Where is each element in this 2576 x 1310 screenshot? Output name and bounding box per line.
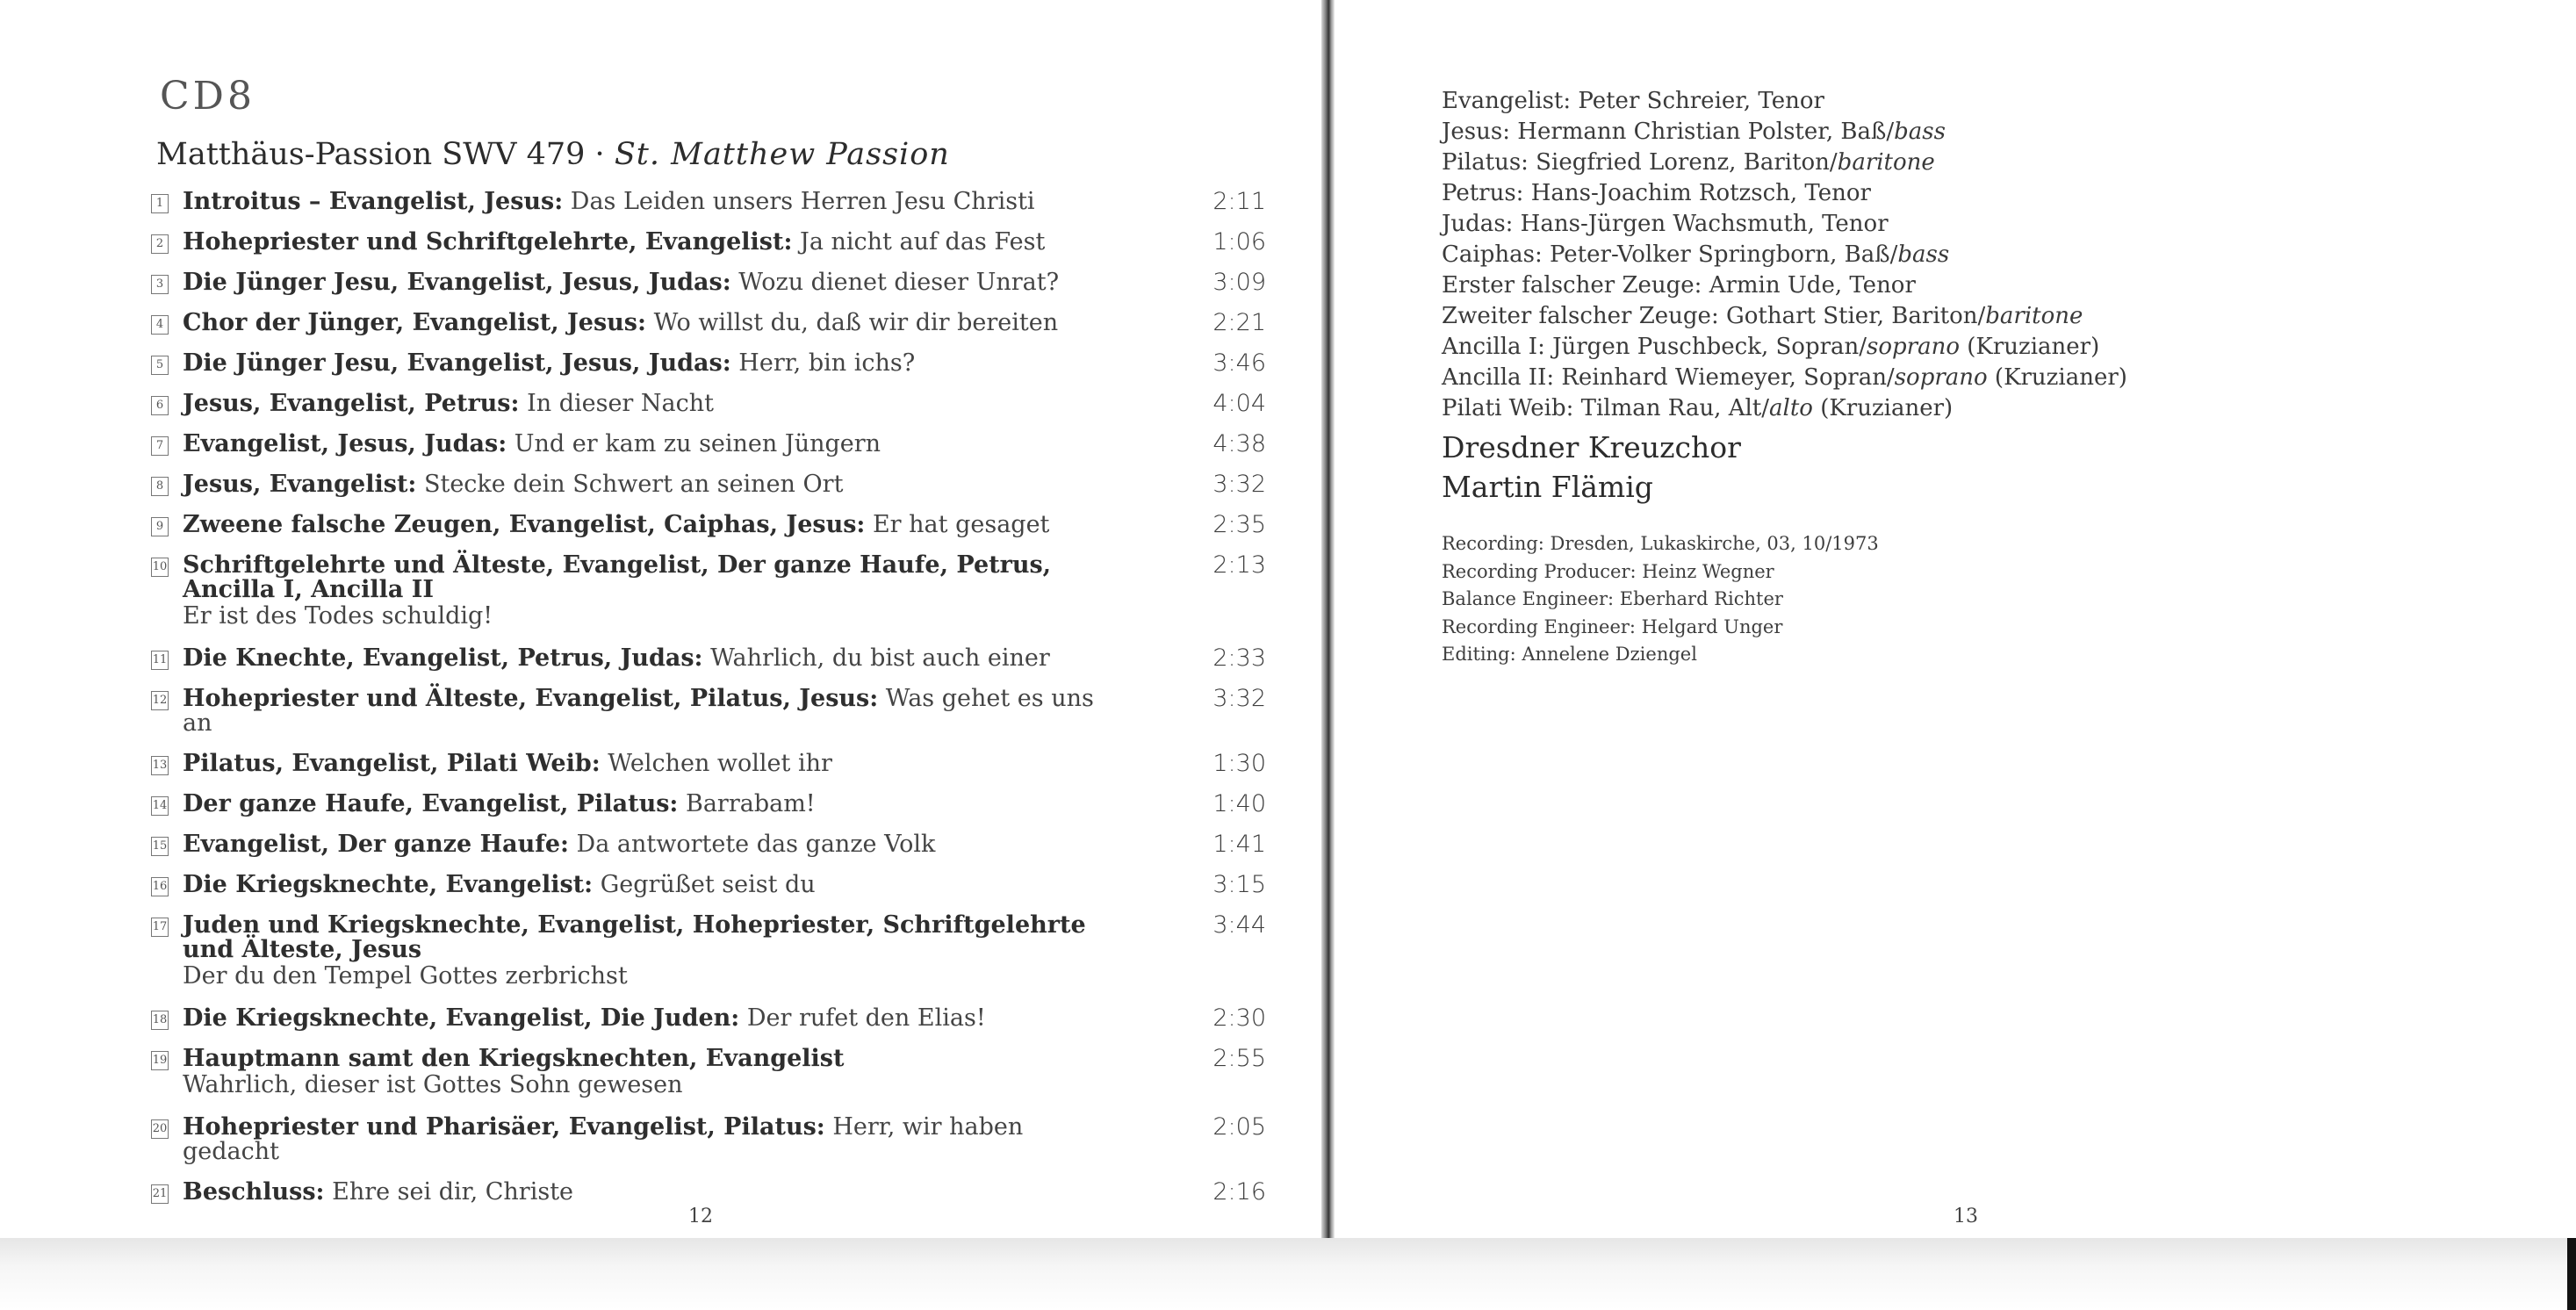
right-page xyxy=(1335,0,2576,1238)
cast-voice-english: soprano xyxy=(1894,364,1988,391)
cast-role-name: Ancilla I: Jürgen Puschbeck, Sopran/ xyxy=(1442,334,1867,360)
track-parts: Die Jünger Jesu, Evangelist, Jesus, Judas: xyxy=(183,349,731,377)
track-item xyxy=(151,432,1266,457)
track-parts: Evangelist, Jesus, Judas: xyxy=(183,430,507,457)
track-parts: Beschluss: xyxy=(183,1178,325,1206)
track-number: 20 xyxy=(151,1119,169,1139)
cast-role-name: Pilatus: Siegfried Lorenz, Bariton/ xyxy=(1442,149,1838,176)
track-title xyxy=(183,1047,1126,1071)
track-text: Er hat gesaget xyxy=(865,511,1050,538)
track-subtitle: Der du den Tempel Gottes zerbrichst xyxy=(183,962,628,990)
track-number: 14 xyxy=(151,796,169,816)
cast-member xyxy=(1442,240,2127,270)
cast-role-name: Zweiter falscher Zeuge: Gothart Stier, Bariton/ xyxy=(1442,303,1986,329)
track-duration: 1:40 xyxy=(1212,790,1266,817)
track-text: Was gehet es uns an xyxy=(183,685,1094,737)
cd-label: CD8 xyxy=(160,74,255,119)
track-title xyxy=(183,392,1126,416)
cast-voice-english: alto xyxy=(1769,395,1813,421)
track-title xyxy=(183,472,1126,497)
track-text: Da antwortete das ganze Volk xyxy=(568,831,936,858)
track-title xyxy=(183,832,1126,857)
track-title xyxy=(183,913,1126,962)
cast-role-name: Pilati Weib: Tilman Rau, Alt/ xyxy=(1442,395,1770,421)
cast-list xyxy=(1442,86,2127,424)
cast-member xyxy=(1442,117,2127,148)
cast-role-name: Erster falscher Zeuge: Armin Ude, Tenor xyxy=(1442,272,1916,299)
track-parts: Hohepriester und Schriftgelehrte, Evangelist: xyxy=(183,228,793,256)
track-duration: 2:13 xyxy=(1212,551,1266,579)
cast-member xyxy=(1442,209,2127,240)
track-item xyxy=(151,1180,1266,1205)
performers-list xyxy=(1442,428,1741,507)
track-duration: 2:35 xyxy=(1212,511,1266,538)
cast-note: (Kruzianer) xyxy=(1812,395,1954,421)
track-number: 5 xyxy=(151,356,169,375)
cast-role-name: Caiphas: Peter-Volker Springborn, Baß/ xyxy=(1442,241,1898,268)
track-title xyxy=(183,190,1126,214)
credit-line: Recording Producer: Heinz Wegner xyxy=(1442,560,1774,582)
page-number: 13 xyxy=(1954,1206,1978,1227)
cast-role-name: Evangelist: Peter Schreier, Tenor xyxy=(1442,88,1824,114)
track-item xyxy=(151,351,1266,376)
track-duration: 2:30 xyxy=(1212,1004,1266,1032)
track-parts: Jesus, Evangelist, Petrus: xyxy=(183,390,520,417)
track-title xyxy=(183,752,1126,776)
track-parts: Der ganze Haufe, Evangelist, Pilatus: xyxy=(183,790,679,817)
track-item xyxy=(151,832,1266,857)
track-parts: Hohepriester und Pharisäer, Evangelist, Pilatus: xyxy=(183,1113,825,1141)
track-duration: 3:09 xyxy=(1212,269,1266,296)
track-duration: 2:16 xyxy=(1212,1178,1266,1206)
track-parts: Evangelist, Der ganze Haufe: xyxy=(183,831,569,858)
track-title xyxy=(183,553,1126,602)
track-number: 2 xyxy=(151,234,169,254)
cast-voice-english: soprano xyxy=(1867,334,1961,360)
track-title xyxy=(183,311,1126,335)
track-item xyxy=(151,1047,1266,1099)
page-number: 12 xyxy=(688,1206,713,1227)
scan-edge xyxy=(2567,1238,2576,1310)
track-parts: Jesus, Evangelist: xyxy=(183,471,417,498)
track-subtitle: Wahrlich, dieser ist Gottes Sohn gewesen xyxy=(183,1071,683,1098)
track-title xyxy=(183,792,1126,817)
track-number: 11 xyxy=(151,651,169,670)
track-title xyxy=(183,873,1126,897)
track-number: 15 xyxy=(151,837,169,856)
track-text: Wozu dienet dieser Unrat? xyxy=(730,269,1060,296)
track-text: Barrabam! xyxy=(678,790,816,817)
track-item xyxy=(151,230,1266,255)
cast-note: (Kruzianer) xyxy=(1987,364,2127,391)
track-duration: 2:05 xyxy=(1212,1113,1266,1141)
track-title xyxy=(183,646,1126,671)
track-title xyxy=(183,351,1126,376)
cast-member xyxy=(1442,148,2127,178)
scan-shadow xyxy=(0,1238,2576,1310)
track-parts: Juden und Kriegsknechte, Evangelist, Hohepriester, Schriftgelehrte und Älteste, Jesus xyxy=(183,911,1086,963)
track-text: Und er kam zu seinen Jüngern xyxy=(507,430,881,457)
track-number: 6 xyxy=(151,396,169,415)
track-number: 10 xyxy=(151,558,169,577)
cast-voice-english: baritone xyxy=(1985,303,2083,329)
cast-role-name: Jesus: Hermann Christian Polster, Baß/ xyxy=(1442,119,1895,145)
track-title xyxy=(183,230,1126,255)
track-item xyxy=(151,1006,1266,1031)
track-item xyxy=(151,687,1266,736)
cast-member xyxy=(1442,301,2127,332)
track-duration: 1:41 xyxy=(1212,831,1266,858)
track-number: 12 xyxy=(151,691,169,710)
track-item xyxy=(151,392,1266,416)
performer-name: Martin Flämig xyxy=(1442,470,1653,504)
track-parts: Chor der Jünger, Evangelist, Jesus: xyxy=(183,309,646,336)
cast-voice-english: bass xyxy=(1897,241,1950,268)
cast-role-name: Ancilla II: Reinhard Wiemeyer, Sopran/ xyxy=(1442,364,1895,391)
cast-role-name: Petrus: Hans-Joachim Rotzsch, Tenor xyxy=(1442,180,1871,206)
track-text: Herr, wir haben gedacht xyxy=(183,1113,1024,1165)
track-duration: 2:11 xyxy=(1212,188,1266,215)
track-text: Wo willst du, daß wir dir bereiten xyxy=(645,309,1059,336)
track-number: 9 xyxy=(151,517,169,536)
track-number: 16 xyxy=(151,877,169,896)
track-text: Gegrüßet seist du xyxy=(593,871,816,898)
track-duration: 4:04 xyxy=(1212,390,1266,417)
track-title xyxy=(183,687,1126,736)
book-spine xyxy=(1321,0,1335,1238)
credit-line: Recording Engineer: Helgard Unger xyxy=(1442,615,1783,637)
track-item xyxy=(151,1115,1266,1164)
track-text: Welchen wollet ihr xyxy=(600,750,832,777)
track-subtitle: Er ist des Todes schuldig! xyxy=(183,602,493,630)
track-text: Ja nicht auf das Fest xyxy=(792,228,1046,256)
cast-member xyxy=(1442,332,2127,363)
track-duration: 2:33 xyxy=(1212,644,1266,672)
track-list xyxy=(151,190,1266,1220)
track-duration: 3:15 xyxy=(1212,871,1266,898)
track-parts: Hauptmann samt den Kriegsknechten, Evangelist xyxy=(183,1045,845,1072)
track-item xyxy=(151,311,1266,335)
track-item xyxy=(151,472,1266,497)
track-title xyxy=(183,1115,1126,1164)
track-parts: Schriftgelehrte und Älteste, Evangelist, Der ganze Haufe, Petrus, Ancilla I, Ancilla II xyxy=(183,551,1052,603)
track-number: 19 xyxy=(151,1051,169,1070)
performer-name: Dresdner Kreuzchor xyxy=(1442,430,1741,464)
track-item xyxy=(151,190,1266,214)
track-number: 21 xyxy=(151,1184,169,1204)
track-title xyxy=(183,1006,1126,1031)
track-title xyxy=(183,1180,1126,1205)
credit-line: Editing: Annelene Dziengel xyxy=(1442,644,1697,665)
cast-role-name: Judas: Hans-Jürgen Wachsmuth, Tenor xyxy=(1442,211,1889,237)
track-number: 18 xyxy=(151,1011,169,1030)
track-text: Das Leiden unsers Herren Jesu Christi xyxy=(563,188,1035,215)
credit-line: Balance Engineer: Eberhard Richter xyxy=(1442,588,1783,609)
credit-line: Recording: Dresden, Lukaskirche, 03, 10/1973 xyxy=(1442,533,1879,554)
track-parts: Die Kriegsknechte, Evangelist: xyxy=(183,871,594,898)
cast-member xyxy=(1442,86,2127,117)
work-title-english: St. Matthew Passion xyxy=(614,137,950,172)
track-duration: 2:21 xyxy=(1212,309,1266,336)
track-text: Stecke dein Schwert an seinen Ort xyxy=(416,471,844,498)
track-duration: 1:06 xyxy=(1212,228,1266,256)
recording-credits xyxy=(1442,530,1879,669)
cast-note: (Kruzianer) xyxy=(1960,334,2100,360)
cast-voice-english: bass xyxy=(1894,119,1946,145)
track-parts: Hohepriester und Älteste, Evangelist, Pilatus, Jesus: xyxy=(183,685,879,712)
track-text: Wahrlich, du bist auch einer xyxy=(702,644,1050,672)
track-text: Ehre sei dir, Christe xyxy=(324,1178,574,1206)
work-title-main: Matthäus-Passion SWV 479 · xyxy=(156,137,615,172)
cast-member xyxy=(1442,270,2127,301)
track-number: 7 xyxy=(151,436,169,456)
cast-member xyxy=(1442,178,2127,209)
track-parts: Die Kriegsknechte, Evangelist, Die Juden: xyxy=(183,1004,740,1032)
work-title xyxy=(156,137,950,172)
track-duration: 3:46 xyxy=(1212,349,1266,377)
track-title xyxy=(183,432,1126,457)
track-parts: Zweene falsche Zeugen, Evangelist, Caiphas, Jesus: xyxy=(183,511,866,538)
track-parts: Die Knechte, Evangelist, Petrus, Judas: xyxy=(183,644,703,672)
track-duration: 3:32 xyxy=(1212,471,1266,498)
cast-voice-english: baritone xyxy=(1837,149,1935,176)
left-page xyxy=(0,0,1321,1238)
track-item xyxy=(151,513,1266,537)
track-parts: Pilatus, Evangelist, Pilati Weib: xyxy=(183,750,601,777)
track-text: Der rufet den Elias! xyxy=(739,1004,986,1032)
track-item xyxy=(151,646,1266,671)
track-duration: 2:55 xyxy=(1212,1045,1266,1072)
cast-member xyxy=(1442,393,2127,424)
track-duration: 4:38 xyxy=(1212,430,1266,457)
track-parts: Die Jünger Jesu, Evangelist, Jesus, Judas: xyxy=(183,269,731,296)
track-item xyxy=(151,792,1266,817)
track-title xyxy=(183,270,1126,295)
track-text: Herr, bin ichs? xyxy=(730,349,916,377)
track-parts: Introitus – Evangelist, Jesus: xyxy=(183,188,564,215)
track-text: In dieser Nacht xyxy=(519,390,715,417)
track-item xyxy=(151,873,1266,897)
track-duration: 3:32 xyxy=(1212,685,1266,712)
track-number: 8 xyxy=(151,477,169,496)
track-number: 13 xyxy=(151,756,169,775)
track-item xyxy=(151,270,1266,295)
track-item xyxy=(151,752,1266,776)
track-number: 17 xyxy=(151,918,169,937)
track-item xyxy=(151,553,1266,630)
track-duration: 1:30 xyxy=(1212,750,1266,777)
track-duration: 3:44 xyxy=(1212,911,1266,939)
track-number: 3 xyxy=(151,275,169,294)
cast-member xyxy=(1442,363,2127,393)
track-item xyxy=(151,913,1266,990)
track-number: 1 xyxy=(151,194,169,213)
track-number: 4 xyxy=(151,315,169,335)
track-title xyxy=(183,513,1126,537)
